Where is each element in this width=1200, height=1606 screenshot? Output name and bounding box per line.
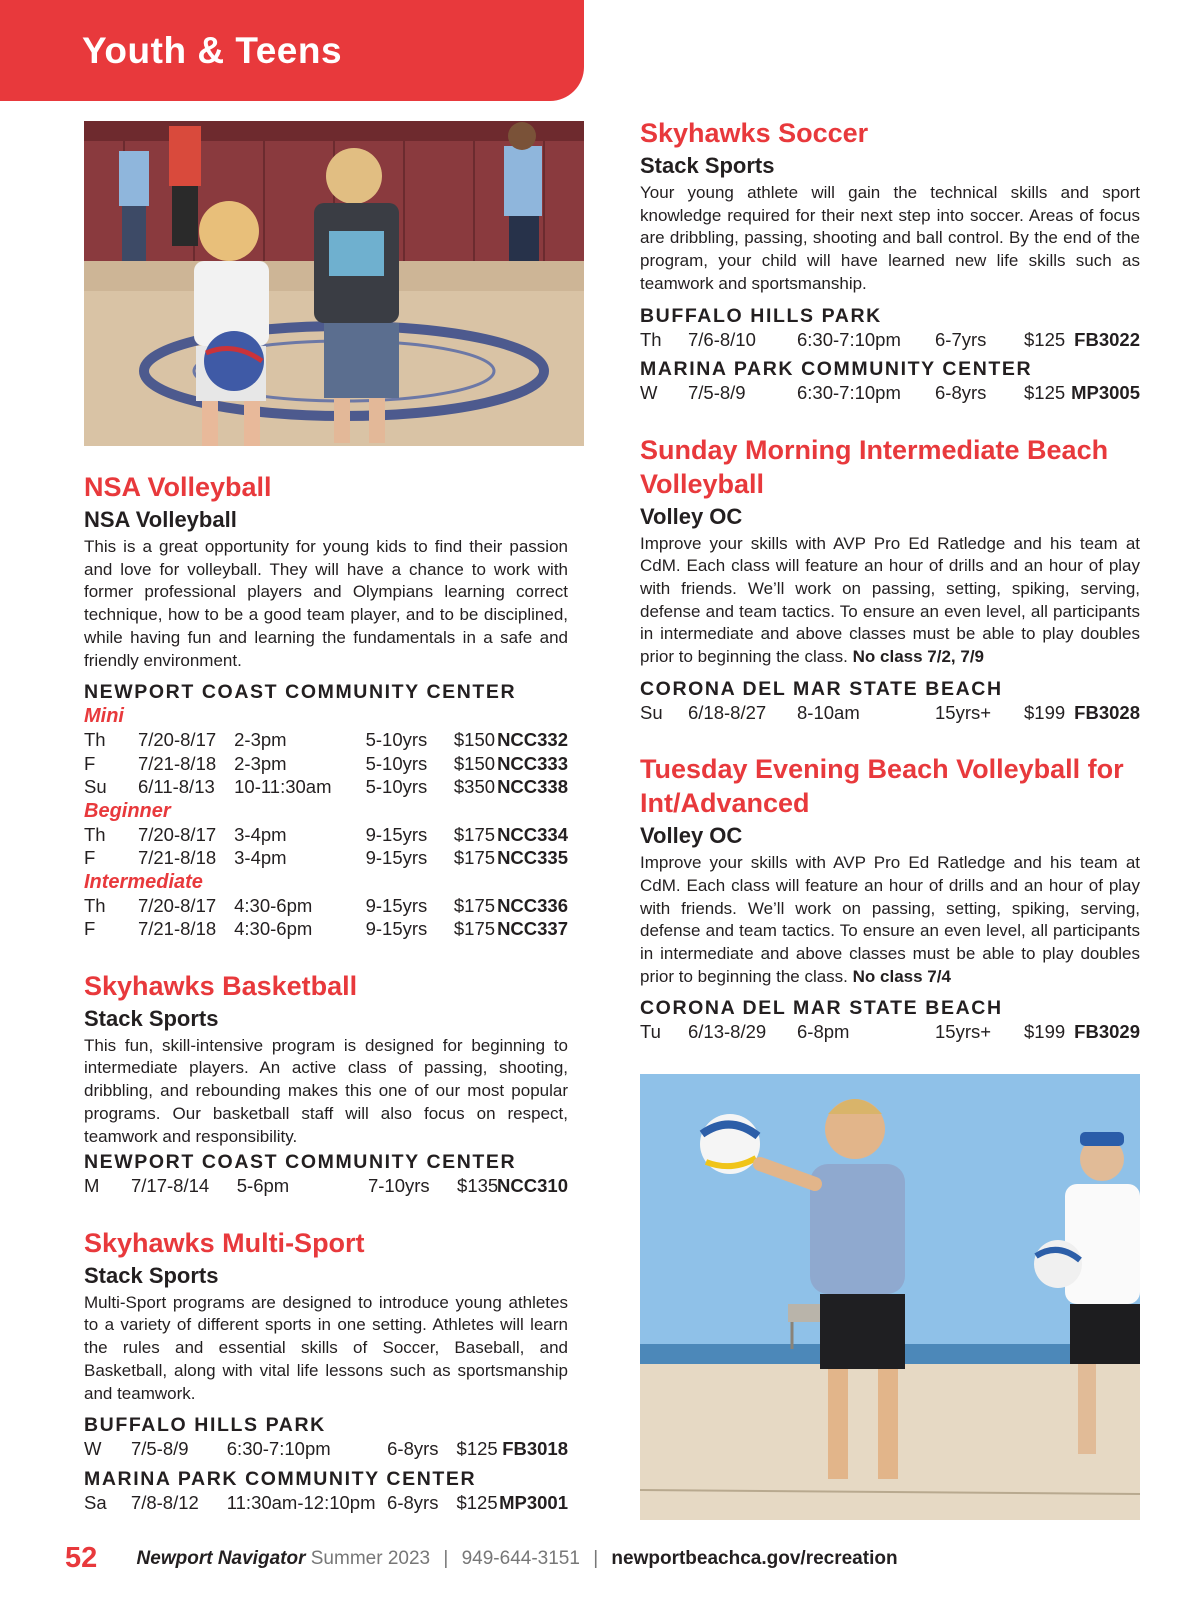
price: $175 xyxy=(453,918,496,940)
location-heading: NEWPORT COAST COMMUNITY CENTER xyxy=(84,681,517,704)
age: 9-15yrs xyxy=(365,847,428,869)
time: 3-4pm xyxy=(234,847,287,869)
time: 8-10am xyxy=(797,701,860,723)
time: 2-3pm xyxy=(234,729,287,751)
day: F xyxy=(84,752,96,774)
price: $175 xyxy=(453,823,496,845)
schedule-row xyxy=(84,917,568,941)
time: 6:30-7:10pm xyxy=(797,328,901,350)
age: 9-15yrs xyxy=(365,918,428,940)
schedule-row xyxy=(84,1491,568,1515)
dates: 6/11-8/13 xyxy=(137,776,215,798)
right-column xyxy=(640,116,1140,1064)
day: Sa xyxy=(84,1491,107,1513)
program-provider: Stack Sports xyxy=(84,1005,219,1031)
program-provider: Stack Sports xyxy=(640,153,775,178)
time: 11:30am-12:10pm xyxy=(226,1491,376,1513)
price: $199 xyxy=(1024,1021,1066,1043)
dates: 7/21-8/18 xyxy=(137,918,217,940)
price: $135 xyxy=(457,1175,499,1197)
soccer-section xyxy=(640,116,1140,405)
level-label: Beginner xyxy=(84,799,171,822)
basketball-section xyxy=(84,969,568,1198)
course-code: MP3001 xyxy=(499,1491,568,1513)
program-description: Multi-Sport programs are designed to introduce young athletes to a variety of different sports in one setting. Athletes will learn the rules and essential skills of Soccer, Baseball, and Basketball, along with vital life lessons such as sportsmanship and teamwork. xyxy=(84,1292,568,1403)
course-code: NCC333 xyxy=(497,752,569,774)
schedule-row xyxy=(84,752,568,776)
description-text: Improve your skills with AVP Pro Ed Ratledge and his team at CdM. Each class will feature an hour of drills and an hour of play with friends. We’ll work on passing, setting, spiking, serving, defense and team tactics. To ensure an even level, all participants in intermediate and above classes must be able to play doubles prior to beginning the class. xyxy=(640,853,1140,986)
day: Su xyxy=(640,701,663,723)
course-code: MP3005 xyxy=(1071,382,1140,404)
gym-photo xyxy=(84,121,584,446)
price: $175 xyxy=(453,847,496,869)
schedule-row xyxy=(640,1020,1140,1044)
program-provider: Stack Sports xyxy=(84,1262,219,1288)
gym-photo-illustration xyxy=(84,121,584,446)
sunday-volleyball-section xyxy=(640,433,1140,725)
time: 4:30-6pm xyxy=(234,894,313,916)
day: W xyxy=(84,1438,102,1460)
price: $125 xyxy=(456,1438,498,1460)
program-description: This is a great opportunity for young kids to find their passion and love for volleyball. They will have a chance to work with former professional players and Olympians learning correct technique, how to be a good team player, and to be disciplined, while having fun and learning the fundamentals in a safe and friendly environment. xyxy=(84,537,568,670)
season: Summer 2023 xyxy=(310,1548,431,1569)
price: $125 xyxy=(1024,328,1066,350)
phone-number: 949-644-3151 xyxy=(461,1548,580,1569)
age: 15yrs+ xyxy=(935,701,992,723)
day: Th xyxy=(84,823,106,845)
course-code: NCC310 xyxy=(497,1175,568,1197)
beach-photo-illustration xyxy=(640,1074,1140,1520)
schedule-row xyxy=(640,381,1140,405)
dates: 7/21-8/18 xyxy=(137,847,217,869)
dates: 6/18-8/27 xyxy=(688,701,767,723)
dates: 7/20-8/17 xyxy=(137,729,217,751)
age: 6-8yrs xyxy=(935,382,987,404)
price: $125 xyxy=(456,1491,498,1513)
location-heading: MARINA PARK COMMUNITY CENTER xyxy=(84,1467,477,1490)
course-code: FB3018 xyxy=(502,1438,569,1460)
schedule-row xyxy=(84,1174,568,1198)
age: 5-10yrs xyxy=(365,752,428,774)
dates: 7/17-8/14 xyxy=(131,1175,210,1197)
day: F xyxy=(84,918,96,940)
dates: 7/20-8/17 xyxy=(137,894,217,916)
day: Th xyxy=(84,729,106,751)
course-code: NCC334 xyxy=(497,823,569,845)
day: Th xyxy=(640,328,662,350)
time: 2-3pm xyxy=(234,752,287,774)
level-label: Mini xyxy=(84,705,124,728)
separator: | xyxy=(593,1548,599,1569)
time: 6-8pm xyxy=(797,1021,850,1043)
location-heading: MARINA PARK COMMUNITY CENTER xyxy=(640,358,1033,381)
dates: 7/21-8/18 xyxy=(137,752,217,774)
course-code: FB3022 xyxy=(1074,328,1140,350)
schedule-row xyxy=(640,701,1140,725)
time: 10-11:30am xyxy=(234,776,332,798)
beach-photo xyxy=(640,1074,1140,1520)
dates: 7/5-8/9 xyxy=(688,382,746,404)
no-class-note: No class 7/2, 7/9 xyxy=(852,647,985,667)
age: 5-10yrs xyxy=(365,776,428,798)
day: W xyxy=(640,382,658,404)
program-title: NSA Volleyball xyxy=(84,472,272,502)
level-label: Intermediate xyxy=(84,870,203,893)
no-class-note: No class 7/4 xyxy=(852,966,951,986)
program-description: Your young athlete will gain the technical skills and sport knowledge required for their next step into soccer. Areas of focus are dribbling, passing, shooting and ball control. By the end of the program, your child will have learned new life skills such as teamwork and sportsmanship. xyxy=(640,183,1140,293)
price: $150 xyxy=(453,752,496,774)
age: 9-15yrs xyxy=(365,894,428,916)
location-heading: BUFFALO HILLS PARK xyxy=(640,304,882,327)
course-code: NCC338 xyxy=(497,776,569,798)
location-heading: CORONA DEL MAR STATE BEACH xyxy=(640,677,1003,700)
publication-name: Newport Navigator xyxy=(136,1548,306,1569)
time: 6:30-7:10pm xyxy=(797,382,901,404)
age: 9-15yrs xyxy=(365,823,428,845)
dates: 7/5-8/9 xyxy=(130,1438,189,1460)
course-code: NCC335 xyxy=(497,847,569,869)
course-code: FB3028 xyxy=(1074,701,1140,723)
program-title: Tuesday Evening Beach Volleyball for Int/Advanced xyxy=(640,754,1124,819)
time: 6:30-7:10pm xyxy=(226,1438,331,1460)
price: $199 xyxy=(1024,701,1066,723)
separator: | xyxy=(443,1548,449,1569)
location-heading: NEWPORT COAST COMMUNITY CENTER xyxy=(84,1151,517,1174)
schedule-row xyxy=(84,775,568,799)
program-description xyxy=(640,852,1140,988)
schedule-row xyxy=(84,846,568,870)
website-link[interactable]: newportbeachca.gov/recreation xyxy=(611,1548,898,1569)
location-heading: CORONA DEL MAR STATE BEACH xyxy=(640,997,1003,1020)
price: $150 xyxy=(453,729,496,751)
schedule-row xyxy=(640,328,1140,352)
program-description: This fun, skill-intensive program is designed for beginning to intermediate players. An active class of passing, shooting, dribbling, and rebounding makes this one of our most popular programs. Our basketball staff will also focus on respect, teamwork and responsibility. xyxy=(84,1035,568,1146)
left-column xyxy=(84,470,568,1534)
day: Tu xyxy=(640,1021,661,1043)
program-provider: NSA Volleyball xyxy=(84,507,237,532)
program-title: Skyhawks Soccer xyxy=(640,118,869,148)
program-title: Skyhawks Basketball xyxy=(84,970,358,1001)
day: M xyxy=(84,1175,100,1197)
schedule-row xyxy=(84,894,568,918)
course-code: NCC336 xyxy=(497,894,569,916)
schedule-row xyxy=(84,728,568,752)
program-provider: Volley OC xyxy=(640,823,743,849)
schedule-row xyxy=(84,1437,568,1461)
course-code: FB3029 xyxy=(1074,1021,1140,1043)
day: Th xyxy=(84,894,106,916)
dates: 7/6-8/10 xyxy=(688,328,756,350)
age: 6-8yrs xyxy=(387,1491,439,1513)
multisport-section xyxy=(84,1226,568,1515)
section-title: Youth & Teens xyxy=(82,30,343,71)
time: 3-4pm xyxy=(234,823,287,845)
age: 15yrs+ xyxy=(935,1021,992,1043)
time: 4:30-6pm xyxy=(234,918,313,940)
day: Su xyxy=(84,776,107,798)
program-description xyxy=(640,533,1140,669)
course-code: NCC332 xyxy=(497,729,569,751)
age: 5-10yrs xyxy=(365,729,428,751)
dates: 7/20-8/17 xyxy=(137,823,217,845)
page-footer xyxy=(65,1542,898,1575)
day: F xyxy=(84,847,96,869)
program-provider: Volley OC xyxy=(640,503,743,529)
program-title: Skyhawks Multi-Sport xyxy=(84,1227,365,1258)
schedule-row xyxy=(84,823,568,847)
price: $125 xyxy=(1024,382,1066,404)
section-banner xyxy=(0,0,584,101)
dates: 6/13-8/29 xyxy=(688,1021,767,1043)
nsa-volleyball-section xyxy=(84,470,568,941)
age: 6-8yrs xyxy=(387,1438,439,1460)
price: $175 xyxy=(453,894,496,916)
tuesday-volleyball-section xyxy=(640,752,1140,1044)
price: $350 xyxy=(453,776,496,798)
program-title: Sunday Morning Intermediate Beach Volleyball xyxy=(640,434,1109,499)
dates: 7/8-8/12 xyxy=(130,1491,199,1513)
location-heading: BUFFALO HILLS PARK xyxy=(84,1414,326,1437)
course-code: NCC337 xyxy=(497,918,569,940)
age: 7-10yrs xyxy=(367,1175,430,1197)
time: 5-6pm xyxy=(236,1175,290,1197)
description-text: Improve your skills with AVP Pro Ed Ratledge and his team at CdM. Each class will feature an hour of drills and an hour of play with friends. We’ll work on passing, setting, spiking, serving, defense and team tactics. To ensure an even level, all participants in intermediate and above classes must be able to play doubles prior to beginning the class. xyxy=(640,533,1140,667)
age: 6-7yrs xyxy=(935,328,987,350)
page-number: 52 xyxy=(65,1542,98,1574)
